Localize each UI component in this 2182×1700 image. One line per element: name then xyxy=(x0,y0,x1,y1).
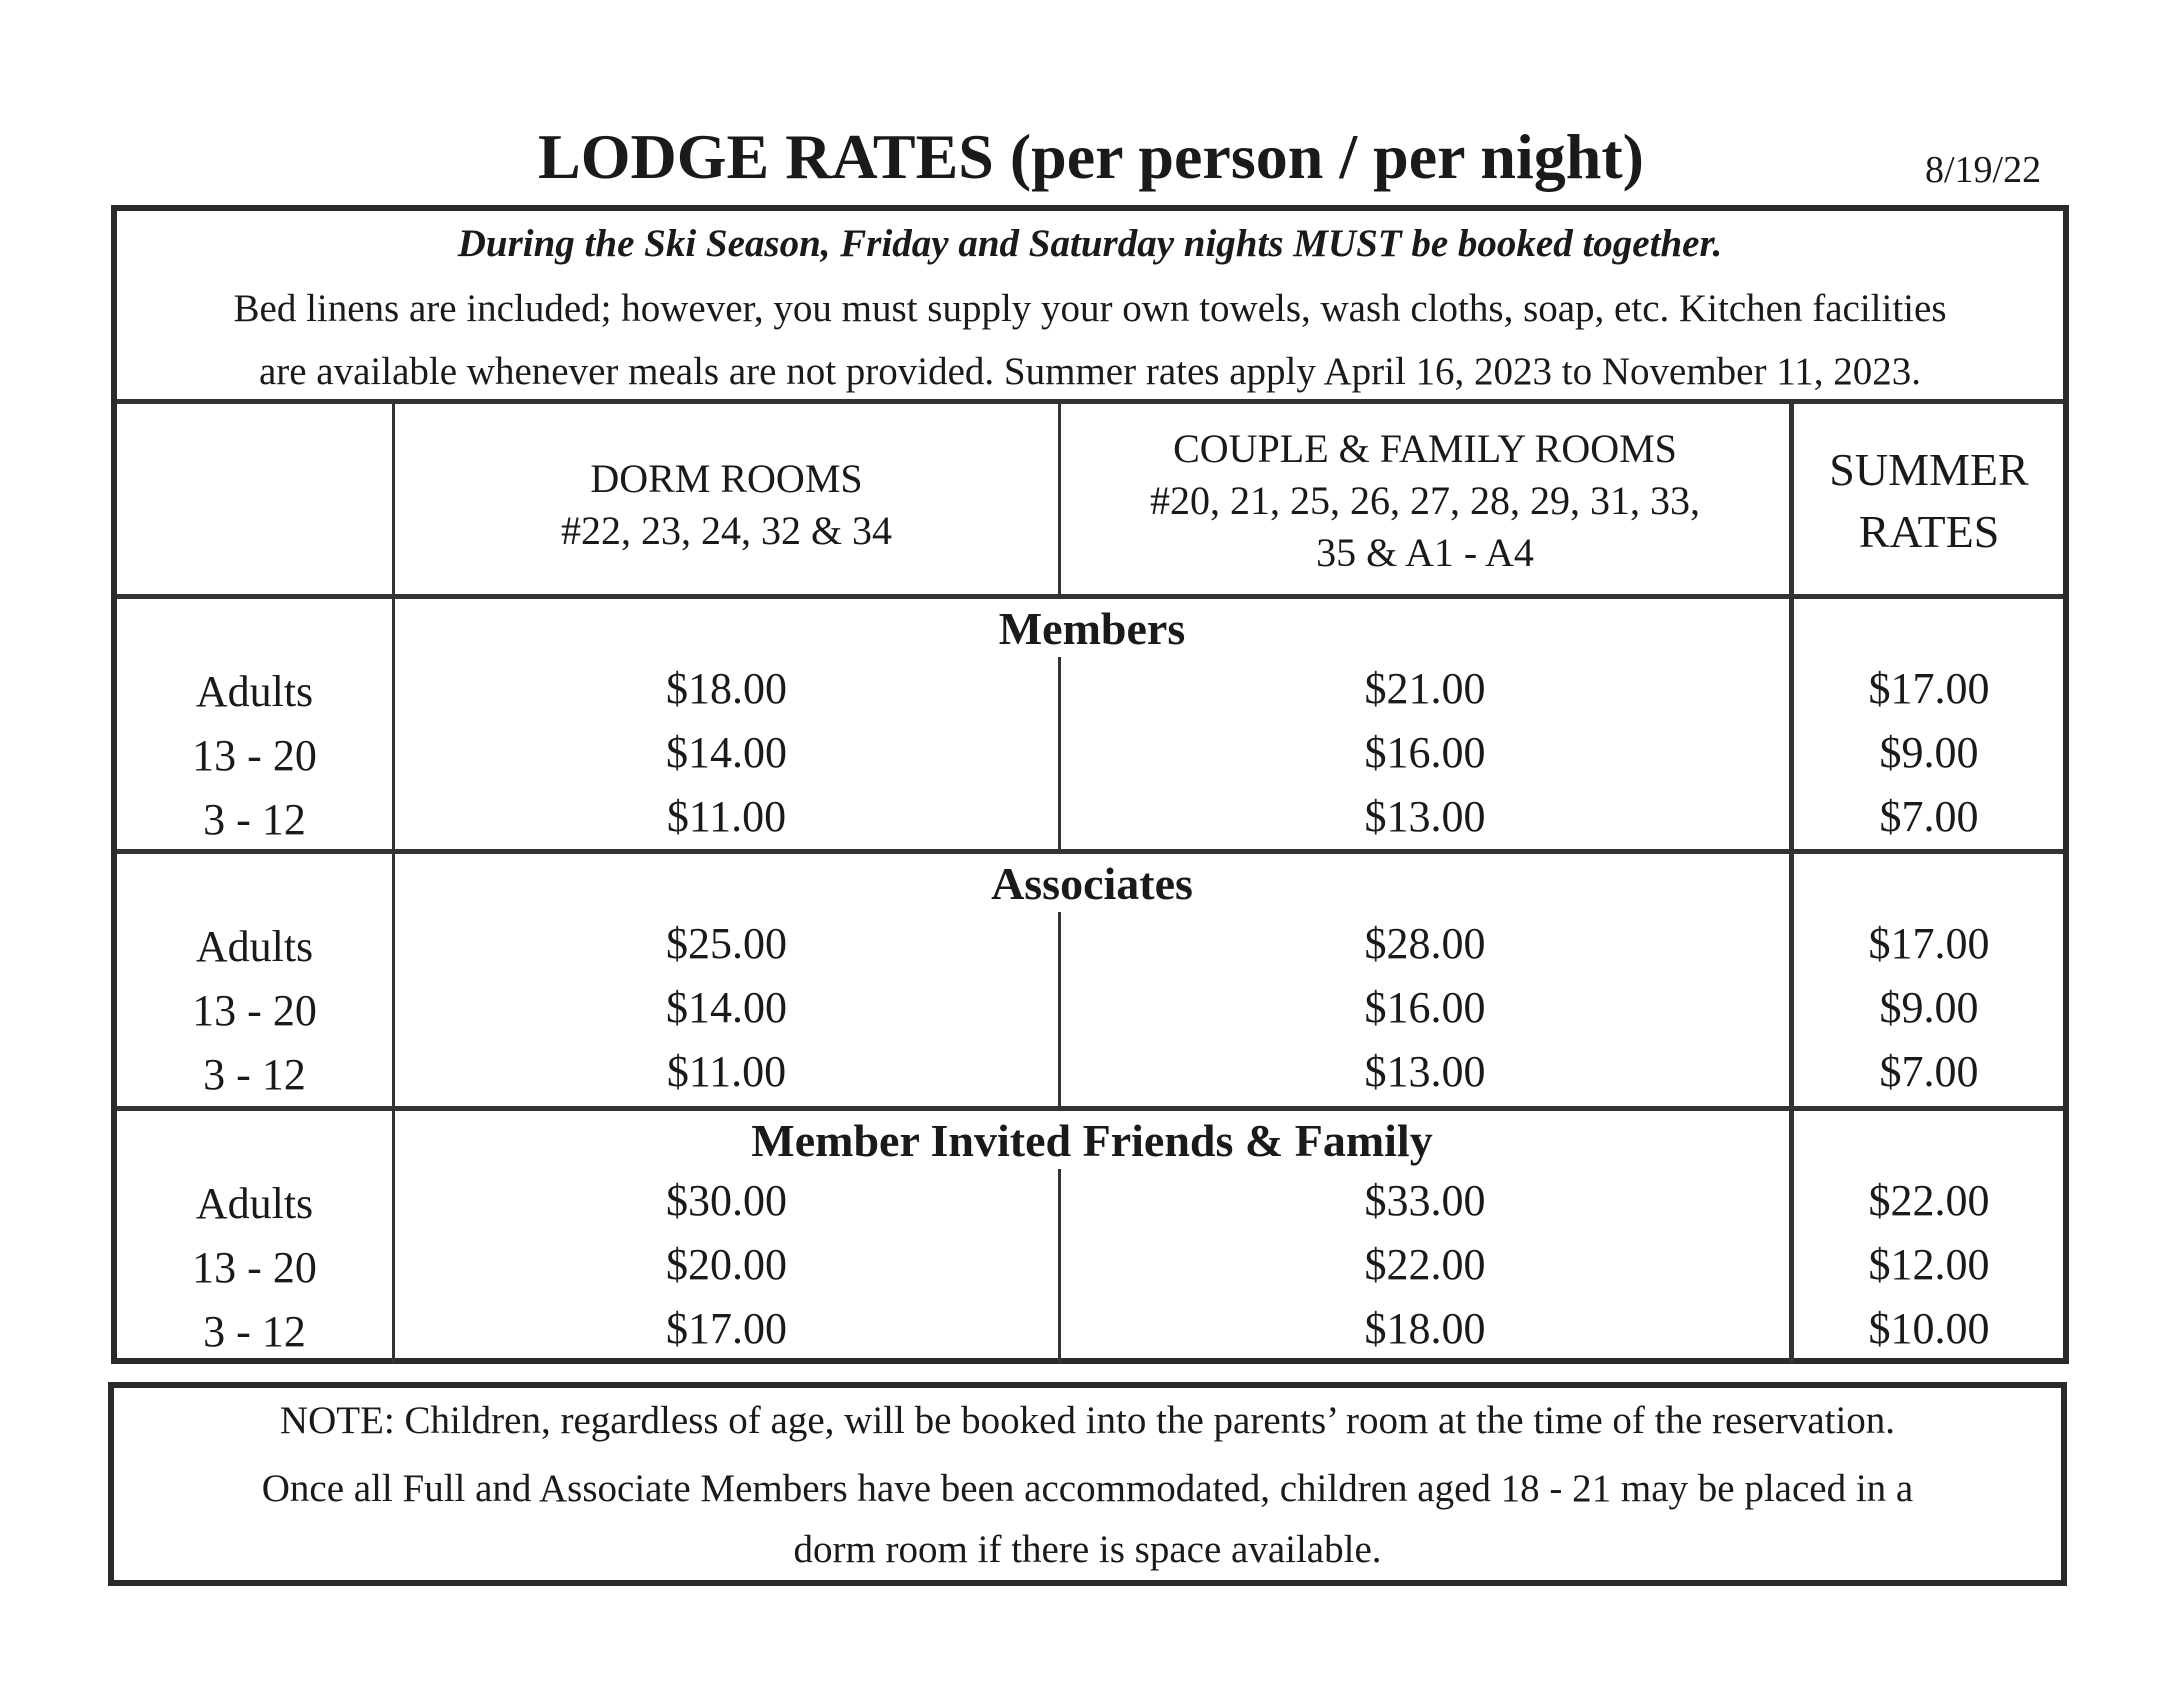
section-divider xyxy=(117,1106,2063,1111)
couple-family-rate: $13.00 xyxy=(1364,1047,1486,1096)
dorm-rate: $25.00 xyxy=(666,919,787,968)
intro-text-line-2: are available whenever meals are not provided. Summer rates apply April 16, 2023 to November 11, 2023. xyxy=(258,350,1922,393)
age-group-label: Adults xyxy=(195,922,314,971)
note-box xyxy=(108,1382,2067,1586)
summer-rates-header xyxy=(1794,439,2064,563)
note-line-1: NOTE: Children, regardless of age, will be booked into the parents’ room at the time of the reservation. xyxy=(279,1399,1896,1442)
summer-rate: $9.00 xyxy=(1879,728,1979,777)
age-group-label: 3 - 12 xyxy=(203,1050,306,1099)
summer-rate: $17.00 xyxy=(1868,664,1990,713)
dorm-rate: $11.00 xyxy=(666,1047,787,1096)
dorm-rooms-numbers: #22, 23, 24, 32 & 34 xyxy=(560,508,893,553)
intro-text-line-1: Bed linens are included; however, you must supply your own towels, wash cloths, soap, etc. Kitchen facilities xyxy=(233,287,1947,330)
summer-rate: $7.00 xyxy=(1879,792,1979,841)
summer-rate: $10.00 xyxy=(1868,1304,1990,1353)
rates-table xyxy=(111,205,2069,1364)
couple-family-rate: $21.00 xyxy=(1364,664,1486,713)
note-line-3: dorm room if there is space available. xyxy=(793,1528,1382,1571)
dorm-rate: $17.00 xyxy=(666,1304,787,1353)
dorm-rooms-title: DORM ROOMS xyxy=(590,456,863,501)
dorm-rate: $20.00 xyxy=(666,1240,787,1289)
section-heading: Member Invited Friends & Family xyxy=(751,1115,1433,1166)
summer-rate: $22.00 xyxy=(1868,1176,1990,1225)
dorm-rate: $18.00 xyxy=(666,664,787,713)
couple-family-rate: $13.00 xyxy=(1364,792,1486,841)
age-group-label: 3 - 12 xyxy=(203,1307,306,1356)
age-group-label: Adults xyxy=(195,667,314,716)
section-heading: Members xyxy=(998,603,1186,654)
age-group-label: 13 - 20 xyxy=(192,986,317,1035)
section-divider xyxy=(117,849,2063,854)
couple-family-rate: $28.00 xyxy=(1364,919,1486,968)
document-date: 8/19/22 xyxy=(1925,149,2042,191)
couple-family-rate: $16.00 xyxy=(1364,983,1486,1032)
section-heading: Associates xyxy=(991,858,1193,909)
summer-rate: $7.00 xyxy=(1879,1047,1979,1096)
page-title: LODGE RATES (per person / per night) xyxy=(538,121,1644,192)
couple-family-rate: $33.00 xyxy=(1364,1176,1486,1225)
couple-family-numbers: #20, 21, 25, 26, 27, 28, 29, 31, 33, xyxy=(1150,478,1700,523)
age-group-label: 3 - 12 xyxy=(203,795,306,844)
section-divider xyxy=(117,594,2063,599)
booking-rule: During the Ski Season, Friday and Saturday nights MUST be booked together. xyxy=(457,222,1723,265)
dorm-rooms-header xyxy=(395,453,1058,557)
dorm-rate: $14.00 xyxy=(666,728,787,777)
couple-family-rate: $18.00 xyxy=(1364,1304,1486,1353)
couple-family-numbers-cont: 35 & A1 - A4 xyxy=(1316,530,1534,575)
summer-rate: $17.00 xyxy=(1868,919,1990,968)
age-group-label: 13 - 20 xyxy=(192,1243,317,1292)
age-group-label: 13 - 20 xyxy=(192,731,317,780)
note-line-2: Once all Full and Associate Members have been accommodated, children aged 18 - 21 may be placed in a xyxy=(261,1467,1914,1510)
dorm-rate: $30.00 xyxy=(666,1176,787,1225)
summer-rate: $12.00 xyxy=(1868,1240,1990,1289)
dorm-rate: $14.00 xyxy=(666,983,787,1032)
summer-rate: $9.00 xyxy=(1879,983,1979,1032)
couple-family-rate: $16.00 xyxy=(1364,728,1486,777)
couple-family-rate: $22.00 xyxy=(1364,1240,1486,1289)
age-group-label: Adults xyxy=(195,1179,314,1228)
couple-family-title: COUPLE & FAMILY ROOMS xyxy=(1173,426,1677,471)
summer-rates-title-2: RATES xyxy=(1858,506,2000,557)
divider xyxy=(117,399,2063,404)
summer-rates-title: SUMMER xyxy=(1829,444,2029,495)
dorm-rate: $11.00 xyxy=(666,792,787,841)
couple-family-rooms-header xyxy=(1061,423,1789,579)
